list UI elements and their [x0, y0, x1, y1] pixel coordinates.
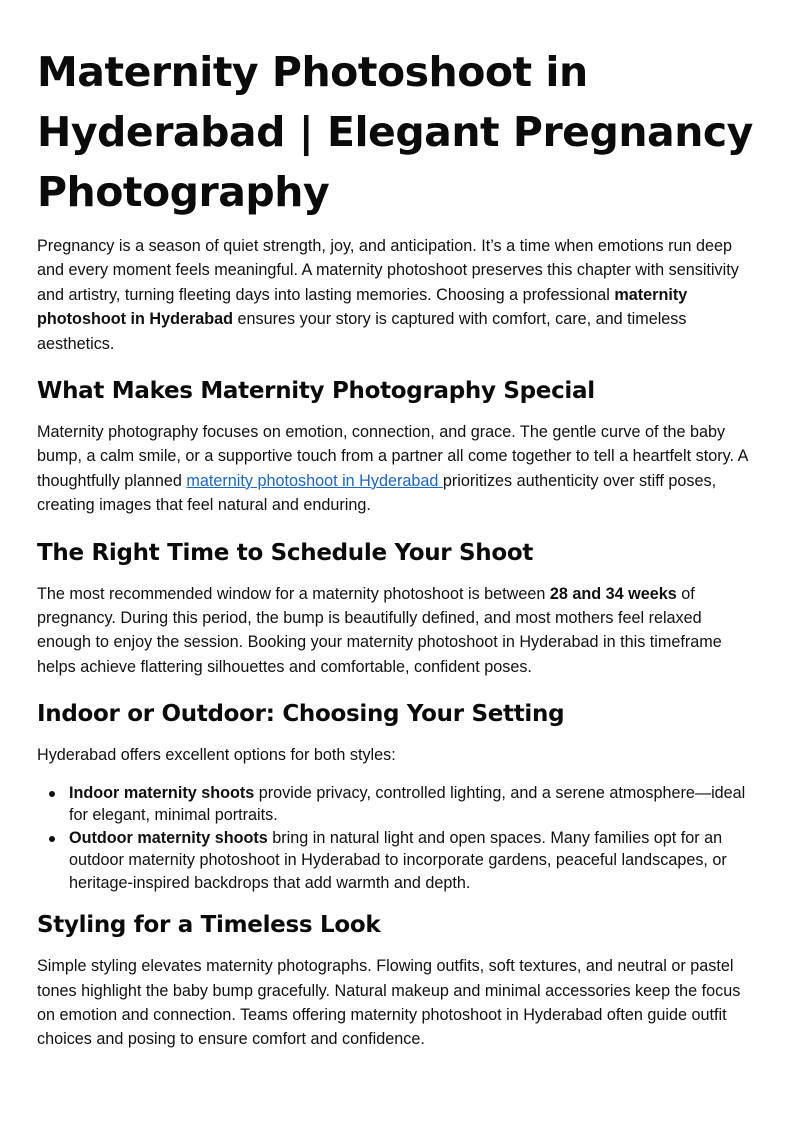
section-heading-styling: Styling for a Timeless Look — [37, 912, 381, 939]
section-paragraph-timing — [37, 582, 758, 680]
intro-text: Pregnancy is a season of quiet strength, joy, and anticipation. It’s a time when emotions run deep and every moment feels meaningful. A maternity photoshoot preserves this chapter with sensitivity and artistry, turning fleeting days into lasting memories. Choosing a professional — [37, 237, 739, 304]
special-text: Maternity photography focuses on emotion, connection, and grace. The gentle curve of the baby bump, a calm smile, or a supportive touch from a partner all come together to tell a heartfelt story. A thoughtfully planned — [37, 423, 748, 490]
timing-bold-text: 28 and 34 weeks — [549, 584, 677, 603]
section-paragraph-styling: Simple styling elevates maternity photographs. Flowing outfits, soft textures, and neutral or pastel tones highlight the baby bump gracefully. Natural makeup and minimal accessories keep the focus on emotion and connection. Teams offering maternity photoshoot in Hyderabad often guide outfit choices and posing to ensure comfort and confidence. — [37, 957, 741, 1049]
section-heading-setting: Indoor or Outdoor: Choosing Your Setting — [37, 701, 565, 728]
section-heading-special: What Makes Maternity Photography Special — [37, 378, 595, 405]
list-item-text: bring in natural light and open spaces. Many families opt for an outdoor maternity photoshoot in Hyderabad to incorporate gardens, peaceful landscapes, or heritage-inspired backdrops that add warmth and depth. — [69, 828, 727, 892]
intro-paragraph — [37, 234, 758, 356]
list-item — [69, 827, 758, 895]
special-text-end: prioritizes authenticity over stiff poses, creating images that feel natural and enduring. — [37, 471, 717, 515]
timing-text: The most recommended window for a maternity photoshoot is between — [37, 584, 550, 603]
timing-text-end: of pregnancy. During this period, the bump is beautifully defined, and most mothers feel relaxed enough to enjoy the session. Booking your maternity photoshoot in Hyderabad in this timeframe helps achieve flattering silhouettes and comfortable, confident poses. — [37, 584, 722, 676]
section-heading-timing: The Right Time to Schedule Your Shoot — [37, 539, 534, 566]
section-styling — [37, 910, 758, 1052]
section-setting — [37, 699, 758, 894]
maternity-photoshoot-link[interactable]: maternity photoshoot in Hyderabad — [186, 471, 443, 490]
setting-list — [37, 782, 758, 895]
bullet-icon — [49, 836, 55, 842]
list-item-bold: Outdoor maternity shoots — [69, 828, 268, 847]
intro-text-end: ensures your story is captured with comfort, care, and timeless aesthetics. — [37, 310, 687, 353]
intro-bold-text: maternity photoshoot in Hyderabad — [37, 285, 688, 329]
page-title: Maternity Photoshoot in Hyderabad | Elegant Pregnancy Photography — [37, 48, 753, 216]
bullet-icon — [49, 791, 55, 797]
section-timing — [37, 538, 758, 680]
section-paragraph-special — [37, 420, 758, 518]
setting-intro: Hyderabad offers excellent options for both styles: — [37, 746, 396, 765]
list-item-bold: Indoor maternity shoots — [69, 783, 255, 802]
section-special — [37, 376, 758, 518]
list-item — [69, 782, 758, 827]
list-item-text: provide privacy, controlled lighting, and a serene atmosphere—ideal for elegant, minimal portraits. — [69, 783, 746, 825]
